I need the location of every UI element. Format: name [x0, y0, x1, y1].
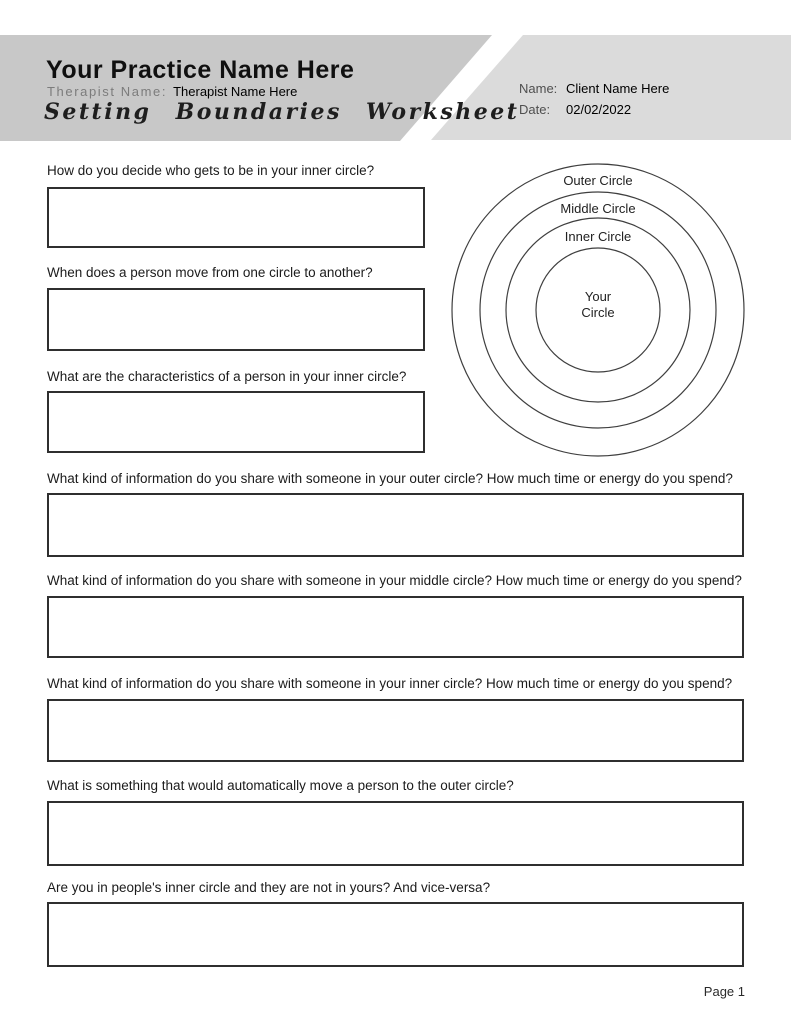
question-label: What is something that would automatically move a person to the outer circle? — [47, 778, 514, 793]
answer-box[interactable] — [47, 902, 744, 967]
therapist-name-value: Therapist Name Here — [173, 84, 298, 99]
date-line — [519, 102, 631, 117]
question-2 — [47, 265, 425, 351]
inner-circle-label: Inner Circle — [564, 229, 632, 244]
question-8 — [47, 880, 744, 967]
answer-box[interactable] — [47, 699, 744, 762]
question-4 — [47, 471, 744, 557]
therapist-name-label: Therapist Name: — [47, 84, 168, 99]
question-label: When does a person move from one circle to another? — [47, 265, 373, 280]
answer-box[interactable] — [47, 187, 425, 248]
answer-box[interactable] — [47, 288, 425, 351]
client-name-label: Name: — [519, 81, 558, 96]
answer-box[interactable] — [47, 596, 744, 658]
question-label: What kind of information do you share with someone in your outer circle? How much time or energy do you spend? — [47, 471, 733, 486]
middle-circle-label: Middle Circle — [560, 201, 636, 216]
question-label: What are the characteristics of a person in your inner circle? — [47, 369, 407, 384]
answer-box[interactable] — [47, 801, 744, 866]
question-7 — [47, 778, 744, 866]
question-1 — [47, 163, 425, 248]
client-name-line — [519, 81, 669, 96]
question-label: What kind of information do you share with someone in your inner circle? How much time or energy do you spend? — [47, 676, 733, 691]
question-6 — [47, 676, 744, 762]
worksheet-title: Setting Boundaries Worksheet — [44, 99, 520, 125]
date-label: Date: — [519, 102, 551, 117]
question-label: How do you decide who gets to be in your inner circle? — [47, 163, 375, 178]
answer-box[interactable] — [47, 391, 425, 453]
your-circle-label-line1: Your — [584, 289, 612, 304]
question-5 — [47, 573, 744, 658]
question-label: Are you in people's inner circle and they are not in yours? And vice-versa? — [47, 880, 491, 895]
therapist-name-line — [47, 84, 297, 99]
concentric-circles-diagram — [448, 160, 748, 460]
outer-circle-label: Outer Circle — [563, 173, 633, 188]
question-3 — [47, 369, 425, 453]
date-value: 02/02/2022 — [566, 102, 632, 117]
client-name-value: Client Name Here — [566, 81, 670, 96]
practice-name-title: Your Practice Name Here — [46, 56, 355, 84]
question-label: What kind of information do you share with someone in your middle circle? How much time or energy do you spend? — [47, 573, 742, 588]
answer-box[interactable] — [47, 493, 744, 557]
page-number: Page 1 — [703, 984, 745, 999]
your-circle-label-line2: Circle — [581, 305, 615, 320]
